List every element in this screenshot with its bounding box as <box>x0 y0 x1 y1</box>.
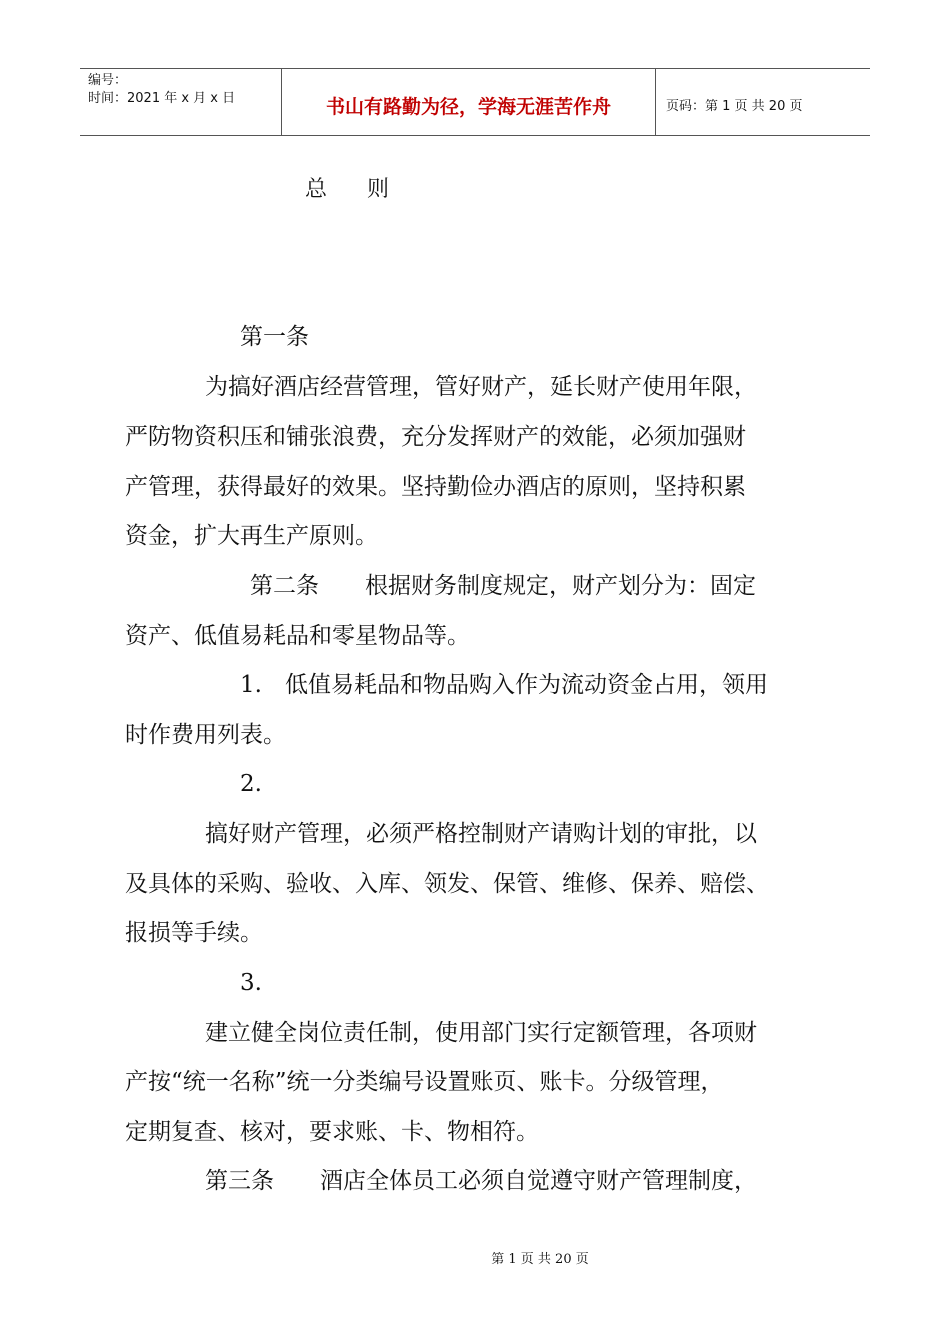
body-line: 时作费用列表。 <box>125 722 286 748</box>
body-line: 严防物资积压和铺张浪费，充分发挥财产的效能，必须加强财 <box>125 424 746 450</box>
body-line: 第二条 根据财务制度规定，财产划分为：固定 <box>250 573 756 599</box>
body-line: 定期复查、核对，要求账、卡、物相符。 <box>125 1119 539 1145</box>
title-part-1: 总 <box>305 177 328 202</box>
section-title <box>305 172 389 203</box>
body-line: 第三条 酒店全体员工必须自觉遵守财产管理制度， <box>205 1168 757 1194</box>
document-time-label: 时间：2021 年 x 月 x 日 <box>88 91 236 106</box>
body-line: 为搞好酒店经营管理，管好财产，延长财产使用年限， <box>205 374 757 400</box>
body-line: 第一条 <box>240 324 309 350</box>
header-page-number: 页码：第 1 页 共 20 页 <box>666 98 803 114</box>
body-line: 资产、低值易耗品和零星物品等。 <box>125 623 470 649</box>
body-line: 产按“统一名称”统一分类编号设置账页、账卡。分级管理， <box>125 1069 724 1095</box>
document-number-label: 编号： <box>88 73 128 88</box>
body-line: 搞好财产管理，必须严格控制财产请购计划的审批，以 <box>205 821 757 847</box>
page-header <box>80 68 870 136</box>
header-motto: 书山有路勤为径，学海无涯苦作舟 <box>282 69 656 135</box>
body-line: 及具体的采购、验收、入库、领发、保管、维修、保养、赔偿、 <box>125 871 769 897</box>
header-meta <box>80 69 282 135</box>
title-part-2: 则 <box>367 177 390 202</box>
body-line: 建立健全岗位责任制，使用部门实行定额管理，各项财 <box>205 1020 757 1046</box>
page-footer: 第 1 页 共 20 页 <box>491 1252 589 1267</box>
body-line: 3. <box>240 970 262 996</box>
body-line: 资金，扩大再生产原则。 <box>125 523 378 549</box>
body-line: 1. 低值易耗品和物品购入作为流动资金占用，领用 <box>240 672 768 698</box>
body-line: 报损等手续。 <box>125 920 263 946</box>
body-line: 2. <box>240 771 262 797</box>
body-line: 产管理，获得最好的效果。坚持勤俭办酒店的原则，坚持积累 <box>125 474 746 500</box>
